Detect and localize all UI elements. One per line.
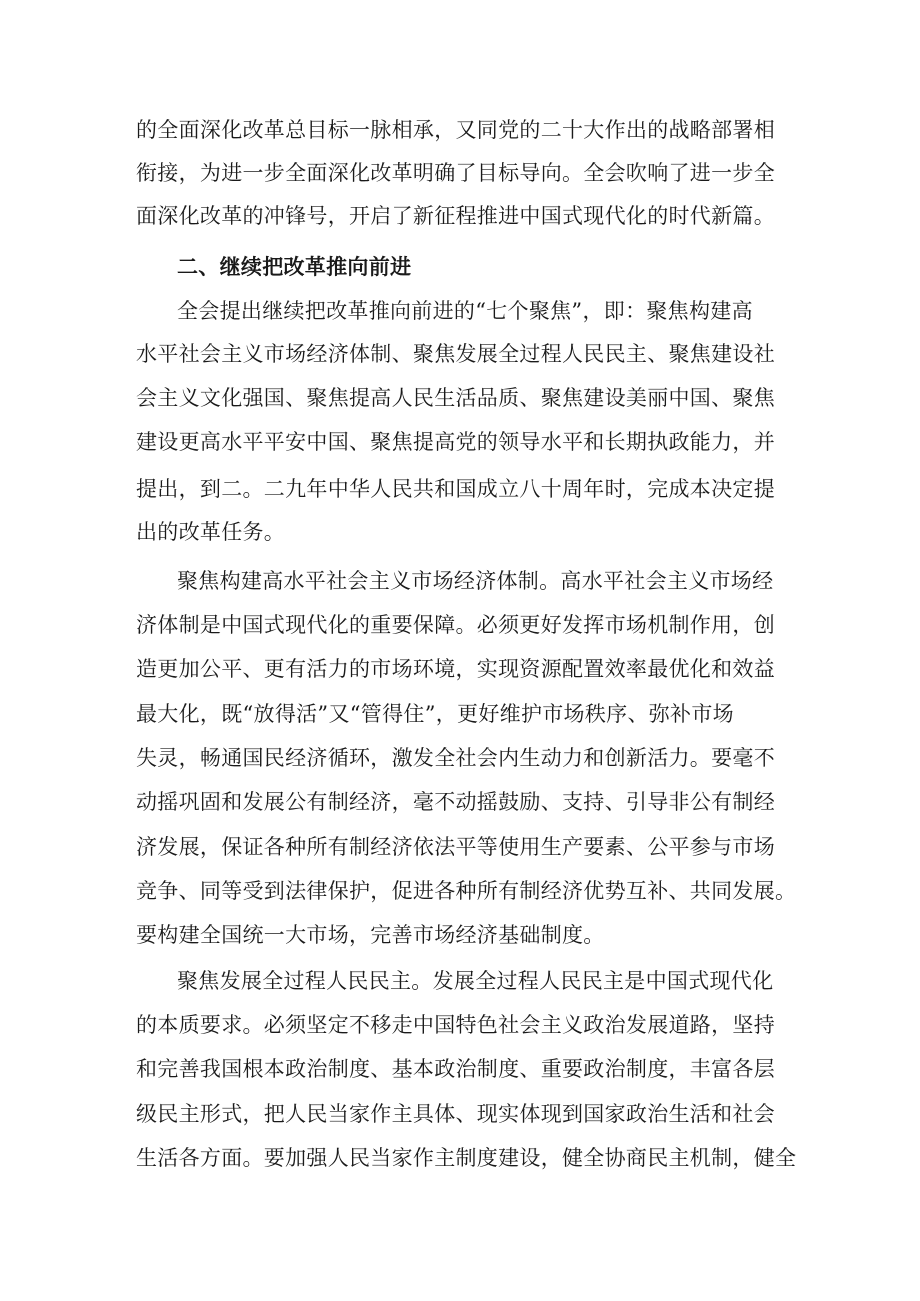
text-line: 提出，到二。二九年中华人民共和国成立八十周年时，完成本决定提: [136, 477, 775, 501]
section-heading: 二、继续把改革推向前进: [177, 255, 412, 279]
text-line: 济体制是中国式现代化的重要保障。必须更好发挥市场机制作用，创: [136, 613, 775, 637]
text-line: 造更加公平、更有活力的市场环境，实现资源配置效率最优化和效益: [136, 657, 775, 681]
text-line: 面深化改革的冲锋号，开启了新征程推进中国式现代化的时代新篇。: [136, 204, 775, 228]
text-line: 和完善我国根本政治制度、基本政治制度、重要政治制度，丰富各层: [136, 1057, 775, 1081]
text-line: 建设更高水平平安中国、聚焦提高党的领导水平和长期执政能力，并: [136, 430, 775, 454]
text-line: 动摇巩固和发展公有制经济，毫不动摇鼓励、支持、引导非公有制经: [136, 790, 775, 814]
text-line: 出的改革任务。: [136, 520, 286, 544]
text-line: 最大化，既“放得活”又“管得住”，更好维护市场秩序、弥补市场: [136, 702, 734, 726]
text-line: 生活各方面。要加强人民当家作主制度建设，健全协商民主机制，健全: [136, 1146, 797, 1170]
text-line: 会主义文化强国、聚焦提高人民生活品质、聚焦建设美丽中国、聚焦: [136, 386, 775, 410]
text-line: 衔接，为进一步全面深化改革明确了目标导向。全会吹响了进一步全: [136, 161, 775, 185]
text-line: 全会提出继续把改革推向前进的“七个聚焦”，即：聚焦构建高: [177, 299, 753, 323]
text-line: 级民主形式，把人民当家作主具体、现实体现到国家政治生活和社会: [136, 1102, 775, 1126]
text-line: 失灵，畅通国民经济循环，激发全社会内生动力和创新活力。要毫不: [136, 746, 775, 770]
text-line: 竞争、同等受到法律保护，促进各种所有制经济优势互补、共同发展。: [136, 879, 797, 903]
text-line: 聚焦构建高水平社会主义市场经济体制。高水平社会主义市场经: [177, 569, 774, 593]
text-line: 水平社会主义市场经济体制、聚焦发展全过程人民民主、聚焦建设社: [136, 342, 775, 366]
text-line: 的全面深化改革总目标一脉相承，又同党的二十大作出的战略部署相: [136, 118, 775, 142]
text-line: 济发展，保证各种所有制经济依法平等使用生产要素、公平参与市场: [136, 835, 775, 859]
text-line: 的本质要求。必须坚定不移走中国特色社会主义政治发展道路，坚持: [136, 1013, 775, 1037]
text-line: 聚焦发展全过程人民民主。发展全过程人民民主是中国式现代化: [177, 969, 774, 993]
text-line: 要构建全国统一大市场，完善市场经济基础制度。: [136, 923, 605, 947]
